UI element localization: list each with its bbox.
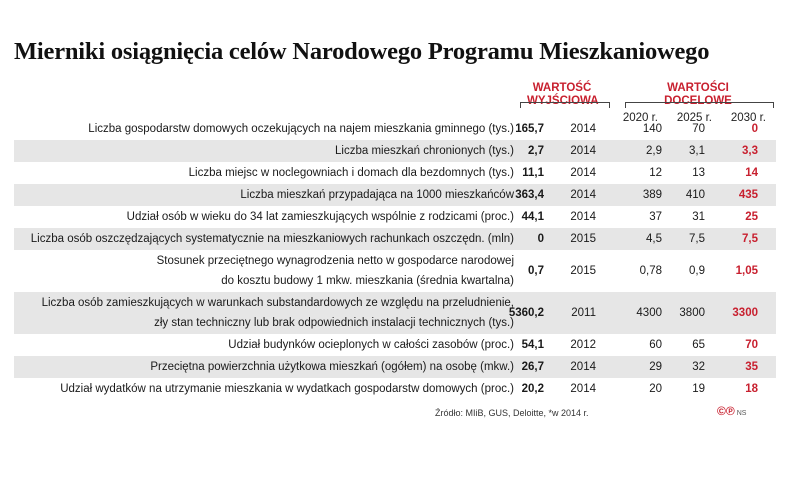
- target-2025-value: 19: [692, 383, 705, 395]
- target-2020-value: 29: [649, 361, 662, 373]
- table-row: [14, 162, 776, 184]
- baseline-value: 44,1: [521, 211, 544, 223]
- chart-title: Mierniki osiągnięcia celów Narodowego Programu Mieszkaniowego: [14, 38, 710, 65]
- baseline-header: WARTOŚĆ WYJŚCIOWA: [527, 82, 599, 107]
- baseline-value: 2,7: [528, 145, 544, 157]
- target-2030-value: 435: [738, 189, 758, 201]
- row-label: Stosunek przeciętnego wynagrodzenia netto w gospodarce narodowej: [156, 255, 514, 267]
- row-label: Liczba osób oszczędzających systematycznie na mieszkaniowych rachunkach oszczędn. (mln): [30, 233, 514, 245]
- baseline-year: 2014: [570, 167, 596, 179]
- baseline-value: 11,1: [522, 167, 544, 179]
- target-2030-value: 25: [745, 211, 758, 223]
- target-2025-value: 65: [692, 339, 705, 351]
- baseline-bracket: [520, 102, 610, 108]
- target-2030-value: 0: [751, 123, 758, 135]
- brand-mark: ©℗: [717, 404, 735, 418]
- baseline-value: 363,4: [515, 189, 544, 201]
- table-row: [14, 184, 776, 206]
- baseline-value: 0,7: [528, 265, 544, 277]
- table-row: [14, 356, 776, 378]
- baseline-value: 26,7: [521, 361, 544, 373]
- row-label: Przeciętna powierzchnia użytkowa mieszkań (ogółem) na osobę (mkw.): [150, 361, 514, 373]
- target-2030-value: 70: [745, 339, 758, 351]
- target-2025-value: 70: [692, 123, 705, 135]
- target-2020-value: 140: [642, 123, 662, 135]
- target-2025-value: 0,9: [689, 265, 705, 277]
- row-label: Liczba osób zamieszkujących w warunkach substandardowych ze względu na przeludnienie,: [41, 297, 514, 309]
- row-label-line2: zły stan techniczny lub brak odpowiednich instalacji technicznych (tys.): [154, 317, 514, 329]
- target-2025-value: 7,5: [689, 233, 705, 245]
- target-2020-value: 4300: [636, 307, 662, 319]
- targets-bracket: [625, 102, 774, 108]
- target-2030-value: 3,3: [742, 145, 758, 157]
- baseline-year: 2015: [570, 233, 596, 245]
- row-label: Liczba mieszkań chronionych (tys.): [335, 145, 514, 157]
- target-2030-value: 18: [745, 383, 758, 395]
- year-2030-header: 2030 r.: [730, 112, 766, 124]
- table-row: [14, 250, 776, 292]
- baseline-year: 2011: [571, 307, 596, 319]
- table-row: [14, 228, 776, 250]
- year-2025-header: 2025 r.: [676, 112, 712, 124]
- target-2020-value: 60: [649, 339, 662, 351]
- baseline-value: 5360,2: [508, 307, 544, 319]
- baseline-year: 2014: [570, 361, 596, 373]
- target-2020-value: 37: [649, 211, 662, 223]
- target-2020-value: 0,78: [639, 265, 662, 277]
- baseline-value: 0: [537, 233, 544, 245]
- target-2030-value: 7,5: [742, 233, 758, 245]
- table-row: [14, 206, 776, 228]
- target-2030-value: 1,05: [735, 265, 758, 277]
- target-2025-value: 3,1: [689, 145, 705, 157]
- row-label: Udział budynków ocieplonych w całości zasobów (proc.): [228, 339, 514, 351]
- target-2020-value: 20: [649, 383, 662, 395]
- table-row: [14, 140, 776, 162]
- row-label: Udział osób w wieku do 34 lat zamieszkujących wspólnie z rodzicami (proc.): [126, 211, 514, 223]
- baseline-year: 2014: [570, 189, 596, 201]
- target-2030-value: 3300: [732, 307, 758, 319]
- target-2020-value: 2,9: [646, 145, 662, 157]
- target-2030-value: 14: [745, 167, 758, 179]
- target-2020-value: 4,5: [646, 233, 662, 245]
- target-2025-value: 410: [685, 189, 705, 201]
- baseline-value: 54,1: [521, 339, 544, 351]
- row-label-line2: do kosztu budowy 1 mkw. mieszkania (średnia kwartalna): [221, 275, 514, 287]
- table-row: [14, 378, 776, 400]
- table-row: [14, 118, 776, 140]
- baseline-year: 2014: [570, 145, 596, 157]
- baseline-year: 2015: [570, 265, 596, 277]
- row-label: Liczba gospodarstw domowych oczekujących na najem mieszkania gminnego (tys.): [88, 123, 514, 135]
- target-2020-value: 12: [649, 167, 662, 179]
- row-label: Liczba miejsc w noclegowniach i domach dla bezdomnych (tys.): [188, 167, 514, 179]
- baseline-value: 165,7: [515, 123, 544, 135]
- baseline-year: 2014: [570, 383, 596, 395]
- baseline-year: 2012: [570, 339, 596, 351]
- year-2020-header: 2020 r.: [622, 112, 658, 124]
- targets-header: WARTOŚCI DOCELOWE: [664, 82, 732, 107]
- brand-initials: NS: [736, 410, 747, 417]
- target-2030-value: 35: [745, 361, 758, 373]
- row-label: Udział wydatków na utrzymanie mieszkania w wydatkach gospodarstw domowych (proc.): [60, 383, 514, 395]
- target-2025-value: 32: [692, 361, 705, 373]
- baseline-year: 2014: [570, 211, 596, 223]
- target-2025-value: 13: [692, 167, 705, 179]
- row-label: Liczba mieszkań przypadająca na 1000 mieszkańców: [240, 189, 514, 201]
- target-2025-value: 31: [692, 211, 705, 223]
- target-2020-value: 389: [642, 189, 662, 201]
- table-row: [14, 334, 776, 356]
- source-note: Źródło: MIiB, GUS, Deloitte, *w 2014 r.: [435, 408, 589, 418]
- table-row: [14, 292, 776, 334]
- baseline-value: 20,2: [521, 383, 544, 395]
- brand-logo: [717, 404, 746, 418]
- baseline-year: 2014: [570, 123, 596, 135]
- target-2025-value: 3800: [679, 307, 705, 319]
